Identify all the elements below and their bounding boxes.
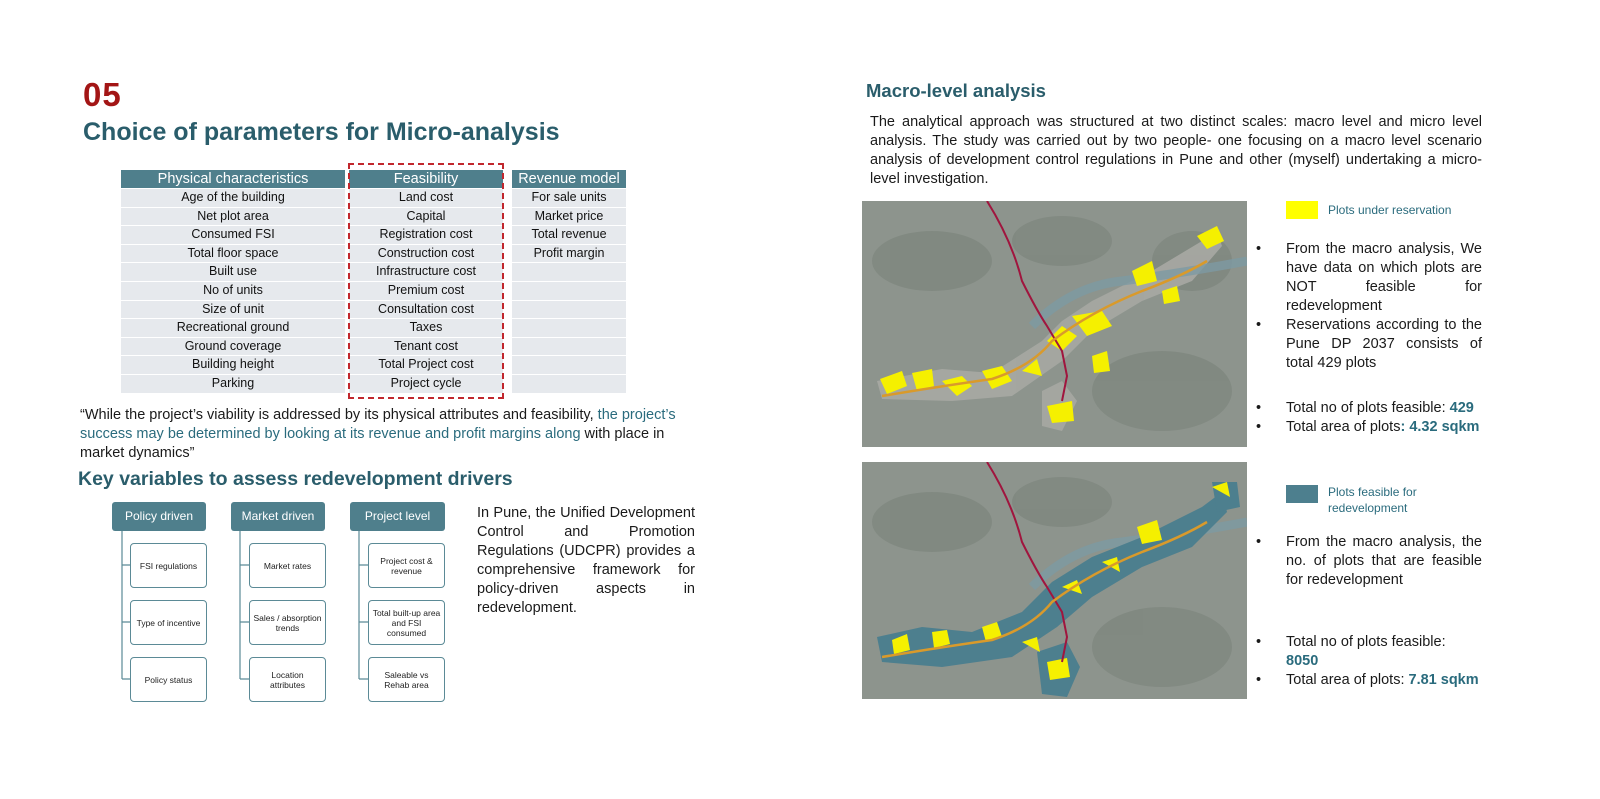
macro-bullets-2 <box>1256 533 1482 590</box>
total-area-1-label: Total area of plots <box>1286 419 1401 435</box>
physical-cell: Parking <box>121 374 345 393</box>
policy-status-box: Policy status <box>130 657 207 702</box>
revenue-cell: Profit margin <box>512 244 626 263</box>
type-of-incentive-box: Type of incentive <box>130 600 207 645</box>
bullet-not-feasible: • From the macro analysis, We have data on which plots are NOT feasible for redevelopment <box>1256 240 1482 316</box>
physical-cell: Total floor space <box>121 244 345 263</box>
revenue-cell <box>512 355 626 374</box>
feasibility-highlight-box <box>348 163 504 399</box>
feasible-legend-label: Plots feasible for redevelopment <box>1328 485 1417 515</box>
feasibility-cell: Taxes <box>349 318 503 337</box>
macro-paragraph: The analytical approach was structured at two distinct scales: macro level and micro level analysis. The study was carried out by two people- one focusing on a macro level scenario analysis of development control regulations in Pune and other (myself) undertaking a micro-level investigation. <box>870 114 1482 187</box>
revenue-cell <box>512 337 626 356</box>
total-feasible-1 <box>1256 399 1496 418</box>
revenue-cell <box>512 281 626 300</box>
total-area-2-label: Total area of plots: <box>1286 672 1409 688</box>
quote-part-3: with place in market dynamics” <box>80 426 665 461</box>
total-feasible-1-label: Total no of plots feasible: <box>1286 400 1450 416</box>
total-feasible-1-value: 429 <box>1449 400 1474 416</box>
reservation-plots-map <box>862 201 1247 447</box>
project-level-header: Project level <box>350 502 445 531</box>
macro-totals-1 <box>1256 399 1496 437</box>
physical-cell: Consumed FSI <box>121 225 345 244</box>
physical-cell: Building height <box>121 355 345 374</box>
total-feasible-2 <box>1256 633 1496 671</box>
total-feasible-2-label: Total no of plots feasible: <box>1286 634 1446 650</box>
feasible-legend-swatch <box>1286 485 1318 503</box>
fsi-regulations-box: FSI regulations <box>130 543 207 588</box>
macro-bullets-1 <box>1256 240 1482 373</box>
section-number: 05 <box>83 76 122 113</box>
project-cost-box: Project cost & revenue <box>368 543 445 588</box>
revenue-cell <box>512 300 626 319</box>
feasibility-cell: Total Project cost <box>349 355 503 374</box>
revenue-cell <box>512 262 626 281</box>
sales-absorption-box: Sales / absorption trends <box>249 600 326 645</box>
physical-cell: Recreational ground <box>121 318 345 337</box>
reservation-legend-swatch <box>1286 201 1318 219</box>
revenue-header: Revenue model <box>512 170 626 188</box>
quote-highlight: the project’s success may be determined by looking at its revenue and profit margins along <box>80 407 676 442</box>
physical-cell: Age of the building <box>121 188 345 207</box>
map-reservation-graphic <box>862 201 1247 447</box>
key-variables-title: Key variables to assess redevelopment drivers <box>78 468 513 490</box>
physical-header: Physical characteristics <box>121 170 345 188</box>
feasibility-cell: Capital <box>349 207 503 226</box>
bullet-reservations: • Reservations according to the Pune DP 2037 consists of total 429 plots <box>1256 316 1482 373</box>
macro-totals-2 <box>1256 633 1496 690</box>
map-feasible-graphic <box>862 462 1247 699</box>
market-rates-box: Market rates <box>249 543 326 588</box>
feasibility-header: Feasibility <box>349 170 503 188</box>
feasibility-cell: Premium cost <box>349 281 503 300</box>
feasibility-cell: Consultation cost <box>349 300 503 319</box>
feasibility-cell: Tenant cost <box>349 337 503 356</box>
revenue-cell: Market price <box>512 207 626 226</box>
physical-cell: Net plot area <box>121 207 345 226</box>
revenue-cell <box>512 318 626 337</box>
quote-text <box>80 406 700 463</box>
revenue-model-column <box>512 170 626 393</box>
saleable-vs-rehab-box: Saleable vs Rehab area <box>368 657 445 702</box>
policy-driven-header: Policy driven <box>112 502 206 531</box>
reservation-legend-label: Plots under reservation <box>1328 203 1452 217</box>
revenue-cell: Total revenue <box>512 225 626 244</box>
total-area-1 <box>1256 418 1496 437</box>
total-area-1-value: : 4.32 sqkm <box>1400 419 1480 435</box>
physical-cell: No of units <box>121 281 345 300</box>
feasibility-cell: Infrastructure cost <box>349 262 503 281</box>
section-title: Choice of parameters for Micro-analysis <box>83 118 560 146</box>
feasibility-cell: Registration cost <box>349 225 503 244</box>
total-feasible-2-value: 8050 <box>1286 653 1319 669</box>
feasibility-cell: Land cost <box>349 188 503 207</box>
market-driven-header: Market driven <box>231 502 325 531</box>
built-up-area-box: Total built-up area and FSI consumed <box>368 600 445 645</box>
total-area-2 <box>1256 671 1496 690</box>
revenue-cell: For sale units <box>512 188 626 207</box>
bullet-feasible: • From the macro analysis, the no. of plots that are feasible for redevelopment <box>1256 533 1482 590</box>
feasible-plots-map <box>862 462 1247 699</box>
revenue-cell <box>512 374 626 393</box>
macro-title: Macro-level analysis <box>866 80 1046 101</box>
physical-cell: Ground coverage <box>121 337 345 356</box>
physical-characteristics-column <box>121 170 345 393</box>
feasibility-cell: Project cycle <box>349 374 503 393</box>
physical-cell: Size of unit <box>121 300 345 319</box>
udcpr-description: In Pune, the Unified Development Control and Promotion Regulations (UDCPR) provides a comprehensive framework for policy-driven aspects in redevelopment. <box>477 505 695 616</box>
physical-cell: Built use <box>121 262 345 281</box>
location-attributes-box: Location attributes <box>249 657 326 702</box>
feasibility-cell: Construction cost <box>349 244 503 263</box>
total-area-2-value: 7.81 sqkm <box>1408 672 1479 688</box>
quote-part-1: “While the project’s viability is addressed by its physical attributes and feasibility, <box>80 407 598 423</box>
